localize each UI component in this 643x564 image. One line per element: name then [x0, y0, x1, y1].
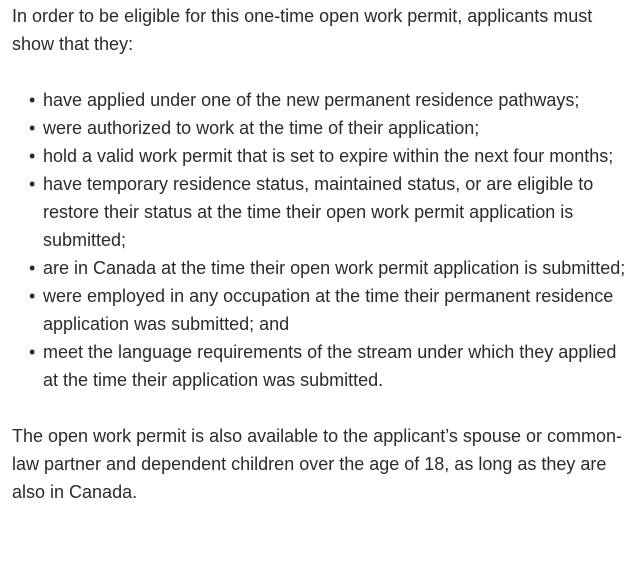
intro-paragraph: In order to be eligible for this one-time open work permit, applicants must show that they: [12, 6, 593, 54]
list-item-text: were authorized to work at the time of their application; [43, 118, 480, 138]
list-item-text: have applied under one of the new permanent residence pathways; [43, 90, 580, 110]
eligibility-criteria-list [12, 86, 634, 394]
bullet-icon: • [29, 174, 36, 194]
document-body [12, 2, 634, 506]
list-item [29, 170, 634, 254]
bullet-icon: • [29, 342, 36, 362]
list-item [29, 142, 634, 170]
list-item-text: hold a valid work permit that is set to expire within the next four months; [43, 146, 614, 166]
list-item [29, 254, 634, 282]
outro-paragraph: The open work permit is also available to the applicant’s spouse or common-law partner and dependent children over the age of 18, as long as they are also in Canada. [12, 426, 622, 502]
bullet-icon: • [29, 258, 36, 278]
list-item-text: were employed in any occupation at the time their permanent residence application was submitted; and [43, 286, 614, 334]
bullet-icon: • [29, 146, 36, 166]
bullet-icon: • [29, 90, 36, 110]
bullet-icon: • [29, 118, 36, 138]
bullet-icon: • [29, 286, 36, 306]
list-item [29, 338, 634, 394]
list-item [29, 114, 634, 142]
list-item-text: meet the language requirements of the stream under which they applied at the time their application was submitted. [43, 342, 617, 390]
list-item-text: have temporary residence status, maintained status, or are eligible to restore their status at the time their open work permit application is submitted; [43, 174, 594, 250]
list-item [29, 86, 634, 114]
list-item-text: are in Canada at the time their open work permit application is submitted; [43, 258, 626, 278]
list-item [29, 282, 634, 338]
